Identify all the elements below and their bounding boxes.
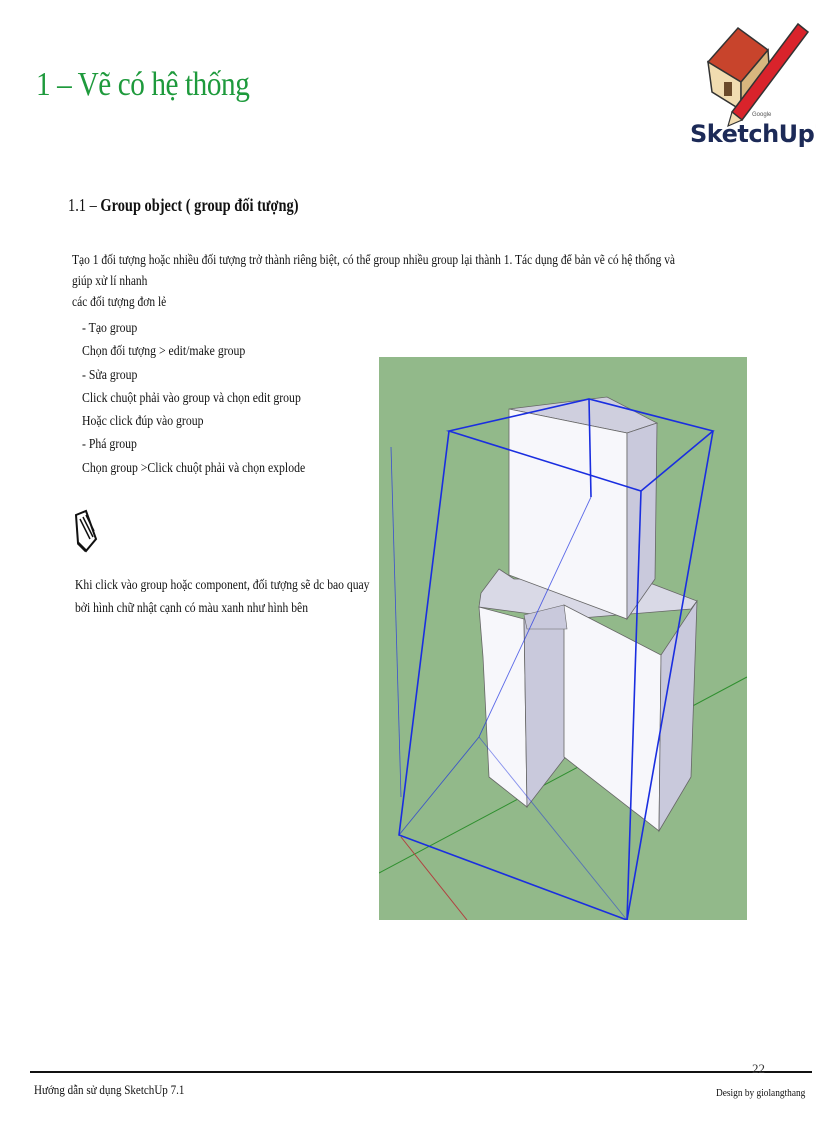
note-pencil-icon — [72, 509, 98, 553]
step-item: - Sửa group — [82, 367, 138, 383]
page-number: 22 — [752, 1061, 765, 1076]
intro-line: Tạo 1 đối tượng hoặc nhiều đối tượng trở thành riêng biệt, có thể group nhiều group lại thành 1. Tác dụng để bản vẽ có hệ thống và giúp xử lí nhanh — [72, 253, 676, 289]
footer-rule — [30, 1071, 812, 1073]
logo-house-door — [724, 82, 732, 96]
footer-right-text: Design by giolangthang — [716, 1087, 806, 1099]
step-item: Chọn đối tượng > edit/make group — [82, 344, 246, 360]
intro-paragraph — [72, 250, 695, 313]
page-title: 1 – Vẽ có hệ thống — [36, 66, 250, 103]
group-illustration — [379, 357, 747, 920]
sketchup-logo — [686, 10, 816, 150]
step-item: Hoặc click đúp vào group — [82, 414, 204, 430]
note-line: Khi click vào group hoặc component, đối tượng sẽ dc bao quay — [75, 578, 370, 593]
step-item: - Phá group — [82, 437, 137, 453]
note-line: bởi hình chữ nhật cạnh có màu xanh như hình bên — [75, 600, 309, 616]
steps-list — [82, 317, 305, 480]
svg-text:SketchUp7 — [690, 120, 816, 148]
intro-line: các đối tượng đơn lẻ — [72, 295, 167, 310]
footer-left-text: Hướng dẫn sử dụng SketchUp 7.1 — [34, 1082, 185, 1097]
section-heading — [68, 195, 299, 216]
step-item: Click chuột phải vào group và chọn edit group — [82, 390, 301, 406]
section-title: Group object ( group đối tượng) — [100, 195, 299, 215]
logo-google: Google — [752, 112, 772, 118]
section-number: 1.1 – — [68, 195, 101, 215]
logo-sketch: SketchUp — [690, 120, 815, 148]
step-item: Chọn group >Click chuột phải và chọn explode — [82, 460, 306, 476]
note-text — [75, 575, 369, 620]
step-item: - Tạo group — [82, 321, 138, 336]
